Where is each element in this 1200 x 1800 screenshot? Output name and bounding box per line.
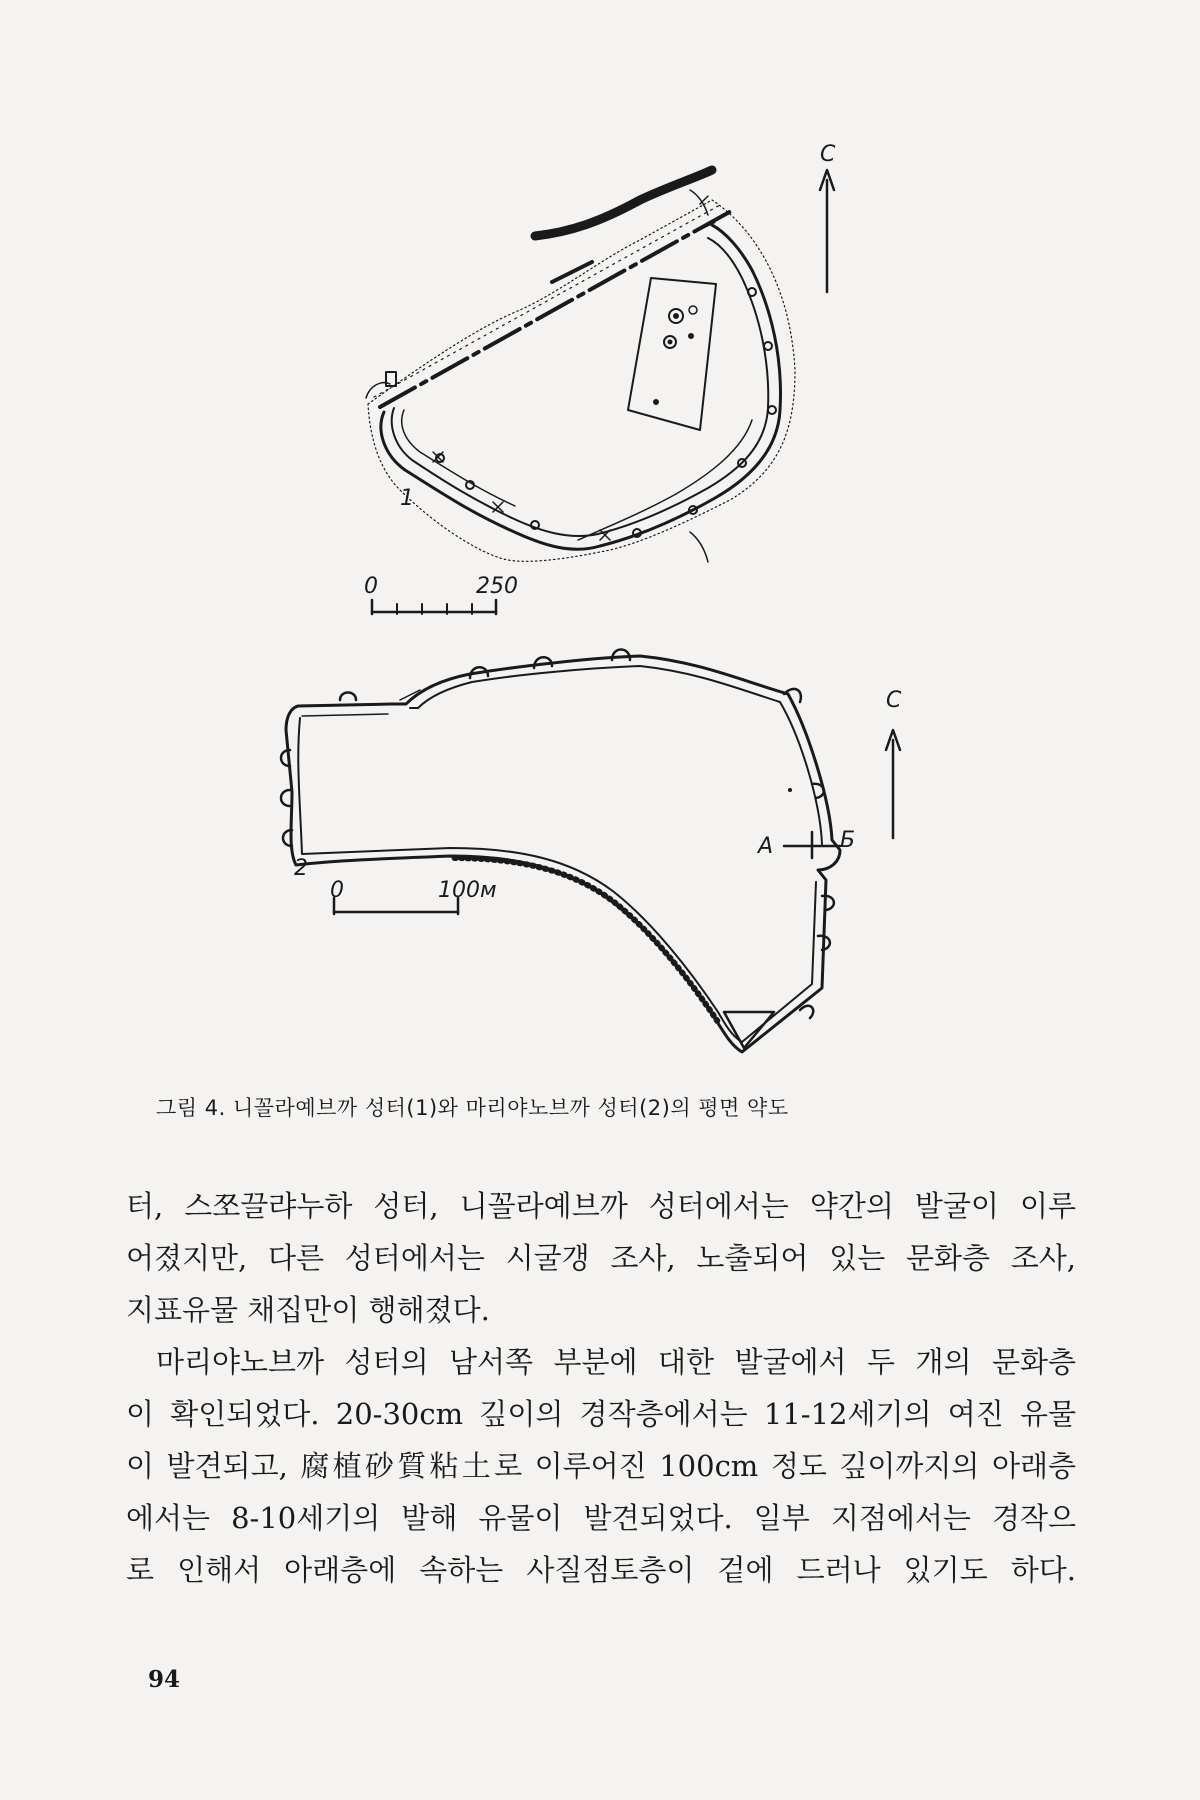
plan2-scale-end: 100м (438, 878, 497, 903)
figure-caption: 그림 4. 니꼴라예브까 성터(1)와 마리야노브까 성터(2)의 평면 약도 (156, 1096, 789, 1120)
paragraph (126, 1336, 1076, 1596)
plan1-scale-end: 250 (476, 574, 518, 599)
north-label-bottom: C (886, 688, 902, 713)
text-line: 마리야노브까 성터의 남서쪽 부분에 대한 발굴에서 두 개의 문화층 (156, 1345, 1076, 1379)
plan2-hillfort-outline (281, 650, 840, 1053)
text-line: 지표유물 채집만이 행해졌다. (126, 1293, 490, 1327)
text-line: 에서는 8-10세기의 발해 유물이 발견되었다. 일부 지점에서는 경작으 (126, 1501, 1076, 1535)
body-text (126, 1180, 1076, 1596)
section-label-b: Б (840, 828, 856, 853)
plan2-scale-start: 0 (330, 878, 344, 903)
plan1-scale-start: 0 (364, 574, 378, 599)
text-line: 이 발견되고, 腐植砂質粘土로 이루어진 100cm 정도 깊이까지의 아래층 (126, 1449, 1076, 1483)
plan2-number: 2 (294, 856, 308, 881)
north-arrow-bottom (886, 730, 900, 838)
plan1-excavation-trench (628, 278, 716, 430)
north-label-top: C (820, 142, 836, 167)
plan1-hillfort-outline (366, 170, 795, 562)
section-label-a: A (758, 834, 774, 859)
plan1-scale-bar (372, 600, 496, 614)
north-arrow-top (820, 170, 834, 292)
text-line: 터, 스쪼끌랴누하 성터, 니꼴라예브까 성터에서는 약간의 발굴이 이루 (126, 1189, 1076, 1223)
page-number: 94 (148, 1666, 181, 1693)
plan1-number: 1 (400, 486, 414, 511)
text-line: 로 인해서 아래층에 속하는 사질점토층이 겉에 드러나 있기도 하다. (126, 1553, 1076, 1587)
text-line: 이 확인되었다. 20-30cm 깊이의 경작층에서는 11-12세기의 여진 유물 (126, 1397, 1076, 1431)
paragraph (126, 1180, 1076, 1336)
text-line: 어졌지만, 다른 성터에서는 시굴갱 조사, 노출되어 있는 문화층 조사, (126, 1241, 1076, 1275)
